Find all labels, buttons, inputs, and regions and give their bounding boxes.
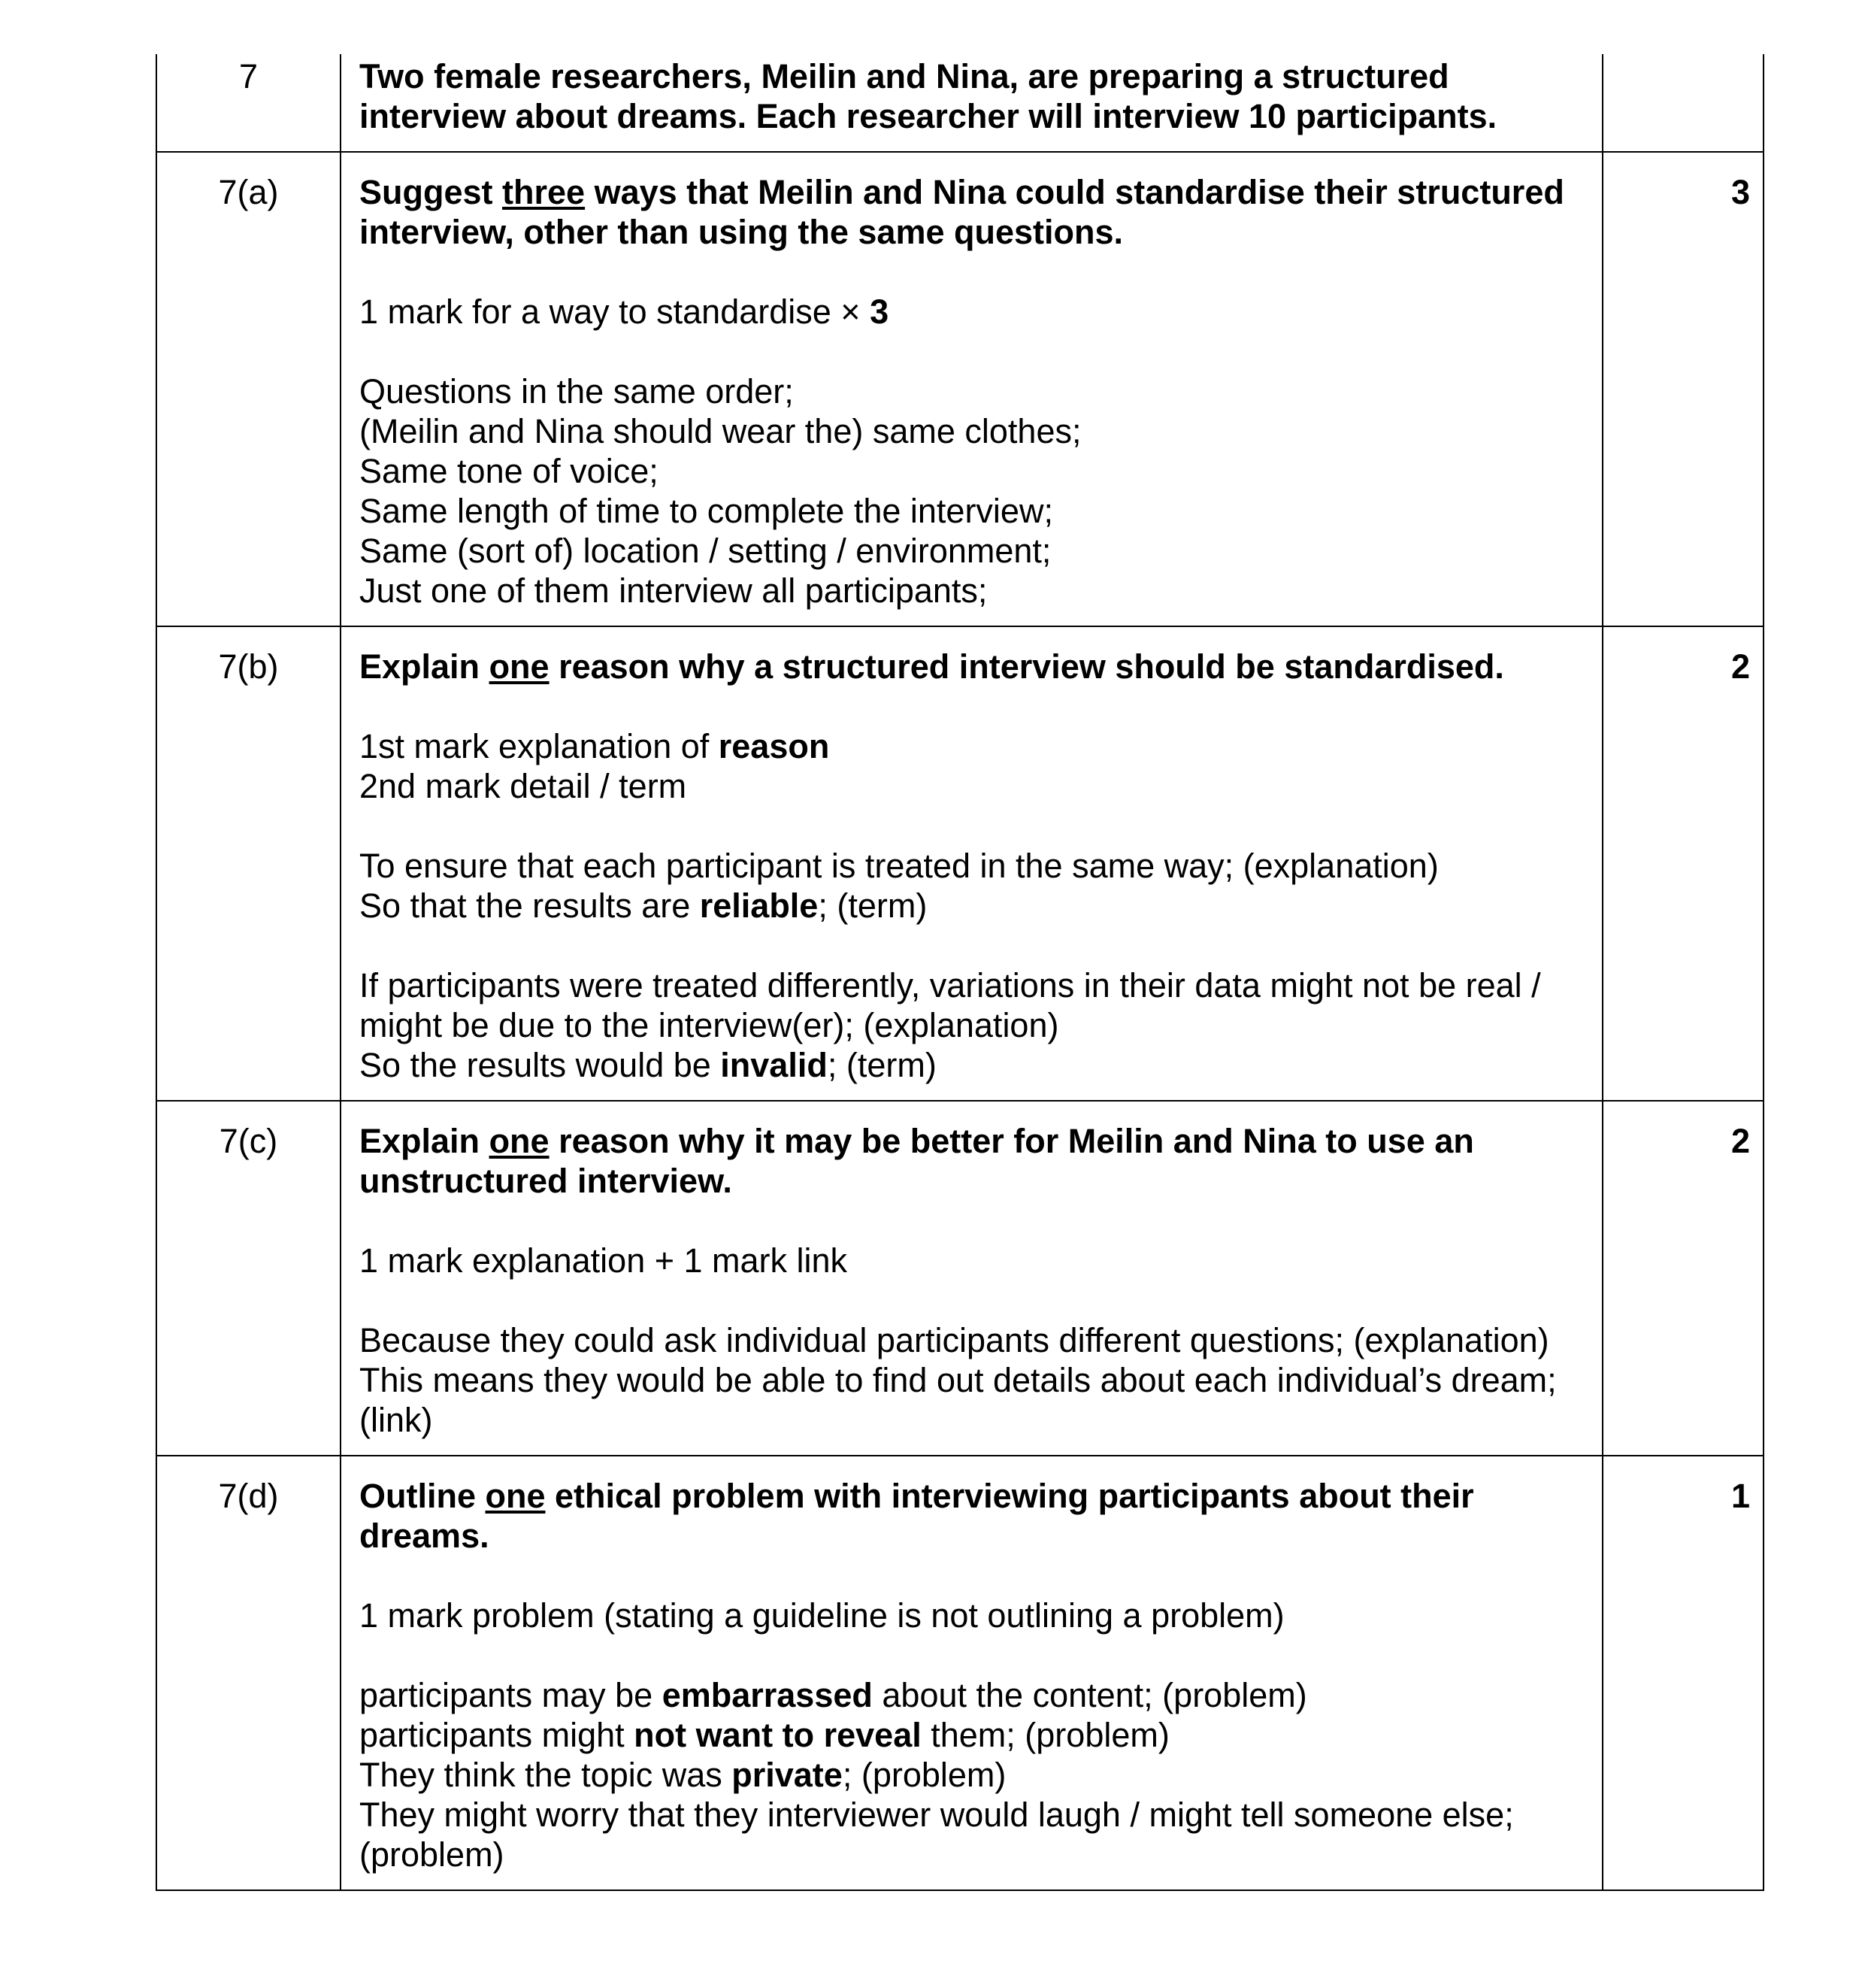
answer-text: So the results would be (359, 1046, 721, 1084)
answer-line: Questions in the same order; (359, 372, 794, 411)
question-text: reason why it may be better for Meilin and Nina to use an unstructured interview. (359, 1122, 1474, 1200)
question-text: Suggest (359, 173, 503, 211)
question-7d-text (359, 1476, 1587, 1556)
mark-scheme-table (156, 54, 1764, 1891)
marking-guidance (359, 292, 1587, 332)
answer-line (359, 1675, 1587, 1715)
question-number: 7(a) (156, 152, 341, 626)
question-7b-cell (341, 626, 1603, 1101)
question-7d-cell (341, 1456, 1603, 1890)
answer-line: They might worry that they interviewer would laugh / might tell someone else; (problem) (359, 1796, 1514, 1874)
question-7b-text (359, 647, 1587, 686)
marks-value: 2 (1603, 626, 1764, 1101)
marks-cell (1603, 54, 1764, 152)
answer-keyword: invalid (720, 1046, 828, 1084)
question-7b-row (156, 626, 1764, 1101)
marking-guidance: 1 mark explanation + 1 mark link (359, 1241, 848, 1280)
question-number: 7 (156, 54, 341, 152)
marking-guidance: 2nd mark detail / term (359, 767, 687, 805)
emphasis-underlined: three (502, 173, 586, 211)
emphasis-underlined: one (485, 1477, 546, 1515)
answer-line (359, 1045, 1587, 1085)
question-7c-row (156, 1101, 1764, 1456)
answer-text: ; (problem) (842, 1756, 1007, 1794)
answer-text: ; (term) (827, 1046, 937, 1084)
answer-text: them; (problem) (921, 1716, 1170, 1754)
answer-keyword: not want to reveal (634, 1716, 922, 1754)
question-7-row (156, 54, 1764, 152)
guidance-text: 1st mark explanation of (359, 727, 719, 765)
answer-line: Because they could ask individual participants different questions; (explanation) (359, 1321, 1549, 1359)
answer-line: Just one of them interview all participants; (359, 571, 988, 610)
question-7-stem-cell (341, 54, 1603, 152)
question-number: 7(d) (156, 1456, 341, 1890)
question-7a-row (156, 152, 1764, 626)
question-text: ethical problem with interviewing participants about their dreams. (359, 1477, 1474, 1555)
marks-value: 2 (1603, 1101, 1764, 1456)
marking-guidance: 1 mark problem (stating a guideline is not outlining a problem) (359, 1596, 1285, 1635)
question-7c-text (359, 1121, 1587, 1201)
guidance-text: 1 mark for a way to standardise × (359, 292, 870, 331)
answer-text: ; (term) (818, 886, 928, 925)
mark-scheme-page (156, 54, 1750, 1891)
question-7a-cell (341, 152, 1603, 626)
guidance-bold: 3 (870, 292, 889, 331)
guidance-bold: reason (718, 727, 830, 765)
answer-text: They think the topic was (359, 1756, 732, 1794)
answer-line: Same (sort of) location / setting / environment; (359, 532, 1052, 570)
answer-line: To ensure that each participant is treated in the same way; (explanation) (359, 847, 1439, 885)
question-7c-cell (341, 1101, 1603, 1456)
answer-line: This means they would be able to find out details about each individual’s dream; (link) (359, 1361, 1557, 1439)
marks-value: 1 (1603, 1456, 1764, 1890)
question-text: Explain (359, 1122, 489, 1160)
answer-keyword: private (731, 1756, 843, 1794)
answer-line: Same length of time to complete the interview; (359, 492, 1053, 530)
question-text: Outline (359, 1477, 486, 1515)
question-text: reason why a structured interview should be standardised. (549, 647, 1504, 686)
question-7a-text (359, 172, 1587, 252)
answer-text: So that the results are (359, 886, 700, 925)
answer-text: about the content; (problem) (872, 1676, 1307, 1714)
question-7d-row (156, 1456, 1764, 1890)
answer-keyword: reliable (699, 886, 819, 925)
emphasis-underlined: one (489, 1122, 550, 1160)
answer-line: (Meilin and Nina should wear the) same clothes; (359, 412, 1082, 450)
answer-line: If participants were treated differently, variations in their data might not be real / might be due to the interview(er); (explanation) (359, 966, 1541, 1044)
answer-text: participants might (359, 1716, 634, 1754)
answer-line (359, 1755, 1587, 1795)
question-text: Explain (359, 647, 489, 686)
answer-keyword: embarrassed (662, 1676, 873, 1714)
question-number: 7(c) (156, 1101, 341, 1456)
answer-line: Same tone of voice; (359, 452, 659, 490)
answer-line (359, 886, 1587, 926)
question-text: ways that Meilin and Nina could standardise their structured interview, other than using the same questions. (359, 173, 1564, 251)
emphasis-underlined: one (489, 647, 550, 686)
answer-text: participants may be (359, 1676, 662, 1714)
question-number: 7(b) (156, 626, 341, 1101)
marks-value: 3 (1603, 152, 1764, 626)
marking-guidance (359, 726, 1587, 766)
answer-line (359, 1715, 1587, 1755)
question-7-stem: Two female researchers, Meilin and Nina, are preparing a structured interview about dreams. Each researcher will interview 10 participants. (359, 57, 1497, 135)
